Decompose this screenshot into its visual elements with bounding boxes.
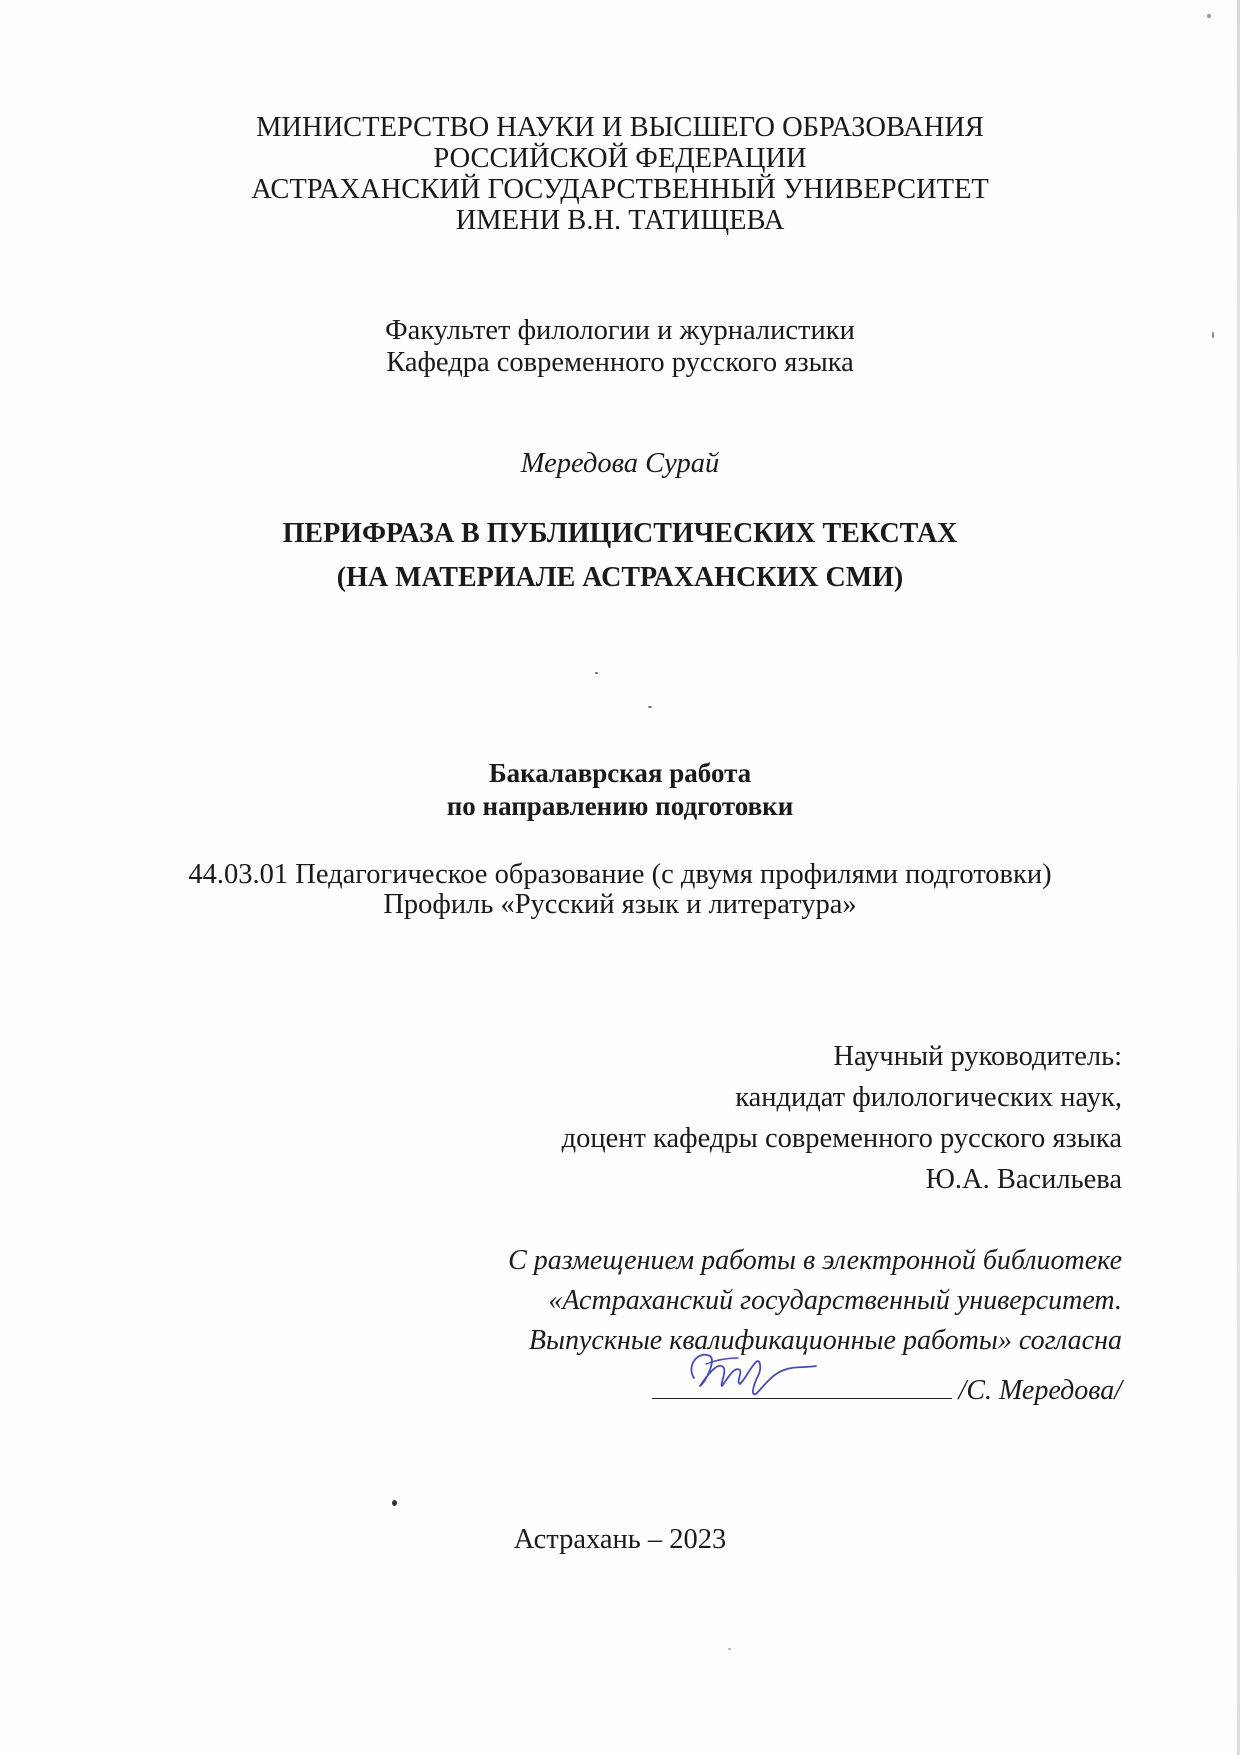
supervisor-block (562, 1036, 1122, 1200)
city-year (0, 1525, 1240, 1555)
signature-row (652, 1372, 1122, 1407)
supervisor-label: Научный руководитель: (833, 1041, 1122, 1072)
city-year-text: Астрахань – 2023 (513, 1524, 727, 1555)
ministry-line: МИНИСТЕРСТВО НАУКИ И ВЫСШЕГО ОБРАЗОВАНИЯ (256, 112, 984, 143)
thesis-title-line: ПЕРИФРАЗА В ПУБЛИЦИСТИЧЕСКИХ ТЕКСТАХ (282, 518, 958, 549)
program-block (0, 860, 1240, 920)
faculty-name: Факультет филологии и журналистики (385, 315, 855, 346)
scan-speck (728, 1648, 731, 1650)
scan-speck (648, 706, 652, 708)
author-name: Мередова Сурай (520, 448, 720, 479)
scan-speck (595, 672, 598, 674)
scan-speck (392, 1500, 397, 1506)
supervisor-degree: кандидат филологических наук, (735, 1082, 1122, 1113)
ministry-line: РОССИЙСКОЙ ФЕДЕРАЦИИ (433, 143, 807, 174)
program-name: 44.03.01 Педагогическое образование (с двумя профилями подготовки) (188, 859, 1052, 890)
supervisor-name: Ю.А. Васильева (925, 1164, 1122, 1195)
scan-speck (1207, 14, 1211, 18)
permission-line: С размещением работы в электронной библиотеке (508, 1245, 1122, 1276)
permission-line: Выпускные квалификационные работы» согласна (528, 1325, 1122, 1356)
permission-line: «Астраханский государственный университет. (548, 1285, 1122, 1316)
work-type (0, 757, 1240, 823)
thesis-title-line: (НА МАТЕРИАЛЕ АСТРАХАНСКИХ СМИ) (336, 562, 904, 593)
work-type-line: по направлению подготовки (446, 791, 794, 821)
thesis-title (0, 512, 1240, 600)
university-line: ИМЕНИ В.Н. ТАТИЩЕВА (455, 205, 785, 236)
ministry-header (0, 112, 1240, 236)
signature-name: /С. Мередова/ (958, 1375, 1122, 1406)
handwritten-signature (676, 1338, 826, 1402)
profile-name: Профиль «Русский язык и литература» (383, 889, 857, 920)
work-type-line: Бакалаврская работа (488, 758, 752, 788)
department-name: Кафедра современного русского языка (386, 347, 854, 378)
faculty-block (0, 315, 1240, 379)
signature-line (652, 1372, 952, 1399)
supervisor-position: доцент кафедры современного русского языка (561, 1123, 1122, 1154)
scan-speck (1212, 332, 1214, 338)
university-line: АСТРАХАНСКИЙ ГОСУДАРСТВЕННЫЙ УНИВЕРСИТЕТ (251, 174, 989, 205)
